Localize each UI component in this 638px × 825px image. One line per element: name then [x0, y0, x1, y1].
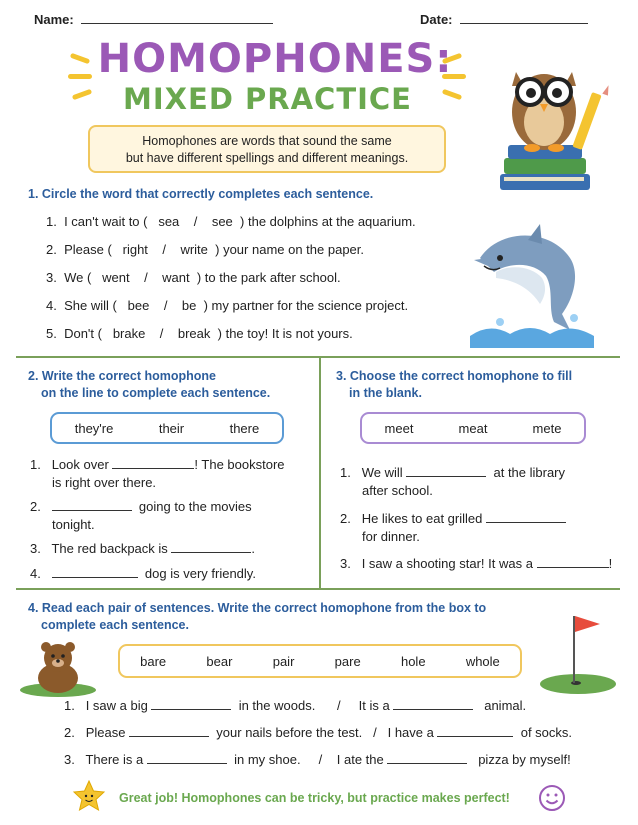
word-option: pair: [272, 653, 295, 669]
word-option: bear: [206, 653, 233, 669]
name-line[interactable]: [81, 12, 273, 24]
answer-blank[interactable]: [437, 725, 513, 737]
definition-box: [88, 125, 446, 173]
list-item: 4. dog is very friendly.: [30, 566, 256, 581]
choice-word[interactable]: break: [177, 326, 211, 341]
section-divider: [16, 356, 620, 358]
word-option: mete: [532, 420, 562, 436]
answer-blank[interactable]: [129, 725, 209, 737]
definition-line: Homophones are words that sound the same: [142, 134, 392, 148]
answer-blank[interactable]: [537, 556, 609, 568]
date-line[interactable]: [460, 12, 588, 24]
word-box: [118, 644, 522, 678]
list-item: 1. I can't wait to ( sea / see ) the dolphins at the aquarium.: [46, 214, 416, 229]
choice-word[interactable]: want: [162, 270, 190, 285]
choice-word[interactable]: see: [211, 214, 233, 229]
name-field[interactable]: [34, 12, 273, 27]
bear-icon: [18, 638, 98, 698]
section1-list: [46, 214, 466, 354]
answer-blank[interactable]: [387, 752, 467, 764]
date-field[interactable]: [420, 12, 588, 27]
word-option: meat: [458, 420, 488, 436]
definition-line: but have different spellings and different meanings.: [125, 151, 409, 165]
list-item: 1. We will at the library after school.: [340, 465, 566, 498]
word-option: whole: [465, 653, 500, 669]
answer-blank[interactable]: [147, 752, 227, 764]
answer-blank[interactable]: [393, 698, 473, 710]
section-divider: [16, 588, 620, 590]
word-option: their: [158, 420, 185, 436]
choice-word[interactable]: went: [102, 270, 130, 285]
list-item: 2. Please your nails before the test. / I have a of socks.: [64, 725, 573, 740]
golf-flag-icon: [538, 610, 618, 696]
section3-title: 3. Choose the correct homophone to fill in the blank.: [336, 369, 573, 400]
answer-blank[interactable]: [52, 566, 138, 578]
answer-blank[interactable]: [52, 499, 132, 511]
answer-blank[interactable]: [406, 465, 486, 477]
page-title: HOMOPHONES:: [97, 36, 453, 82]
word-box: [360, 412, 586, 444]
list-item: 2. going to the movies tonight.: [30, 499, 252, 532]
footer-message: Great job! Homophones can be tricky, but practice makes perfect!: [119, 791, 510, 805]
choice-word[interactable]: right: [122, 242, 148, 257]
word-option: hole: [400, 653, 426, 669]
section1-title: 1. Circle the word that correctly completes each sentence.: [28, 187, 374, 201]
word-option: they're: [74, 420, 114, 436]
star-icon: [72, 780, 106, 812]
choice-word[interactable]: sea: [158, 214, 180, 229]
answer-blank[interactable]: [171, 541, 251, 553]
word-option: meet: [384, 420, 414, 436]
list-item: 2. Please ( right / write ) your name on the paper.: [46, 242, 365, 257]
answer-blank[interactable]: [486, 511, 566, 523]
smiley-icon: [538, 784, 566, 812]
date-label: Date:: [420, 12, 453, 27]
list-item: 1. I saw a big in the woods. / It is a animal.: [64, 698, 527, 713]
choice-word[interactable]: be: [181, 298, 197, 313]
section4-title: 4. Read each pair of sentences. Write the correct homophone from the box to complete each sentence.: [28, 601, 487, 632]
answer-blank[interactable]: [112, 457, 194, 469]
list-item: 5. Don't ( brake / break ) the toy! It is not yours.: [46, 326, 353, 341]
column-divider: [319, 356, 321, 588]
word-option: bare: [140, 653, 167, 669]
list-item: 3. The red backpack is .: [30, 541, 256, 556]
list-item: 3. There is a in my shoe. / I ate the pizza by myself!: [64, 752, 571, 767]
choice-word[interactable]: bee: [127, 298, 150, 313]
word-option: pare: [334, 653, 361, 669]
list-item: 4. She will ( bee / be ) my partner for the science project.: [46, 298, 409, 313]
word-option: there: [229, 420, 260, 436]
list-item: 2. He likes to eat grilled for dinner.: [340, 510, 630, 546]
list-item: 1. Look over ! The bookstore is right over there.: [30, 457, 285, 490]
section2-title: 2. Write the correct homophone on the line to complete each sentence.: [28, 369, 271, 400]
owl-on-books-icon: [494, 52, 614, 200]
dolphin-icon: [470, 218, 600, 348]
answer-blank[interactable]: [151, 698, 231, 710]
list-item: 3. I saw a shooting star! It was a !: [340, 556, 613, 571]
page-subtitle: MIXED PRACTICE: [123, 82, 412, 116]
word-box: [50, 412, 284, 444]
list-item: 3. We ( went / want ) to the park after school.: [46, 270, 341, 285]
name-label: Name:: [34, 12, 74, 27]
choice-word[interactable]: write: [180, 242, 208, 257]
choice-word[interactable]: brake: [112, 326, 146, 341]
